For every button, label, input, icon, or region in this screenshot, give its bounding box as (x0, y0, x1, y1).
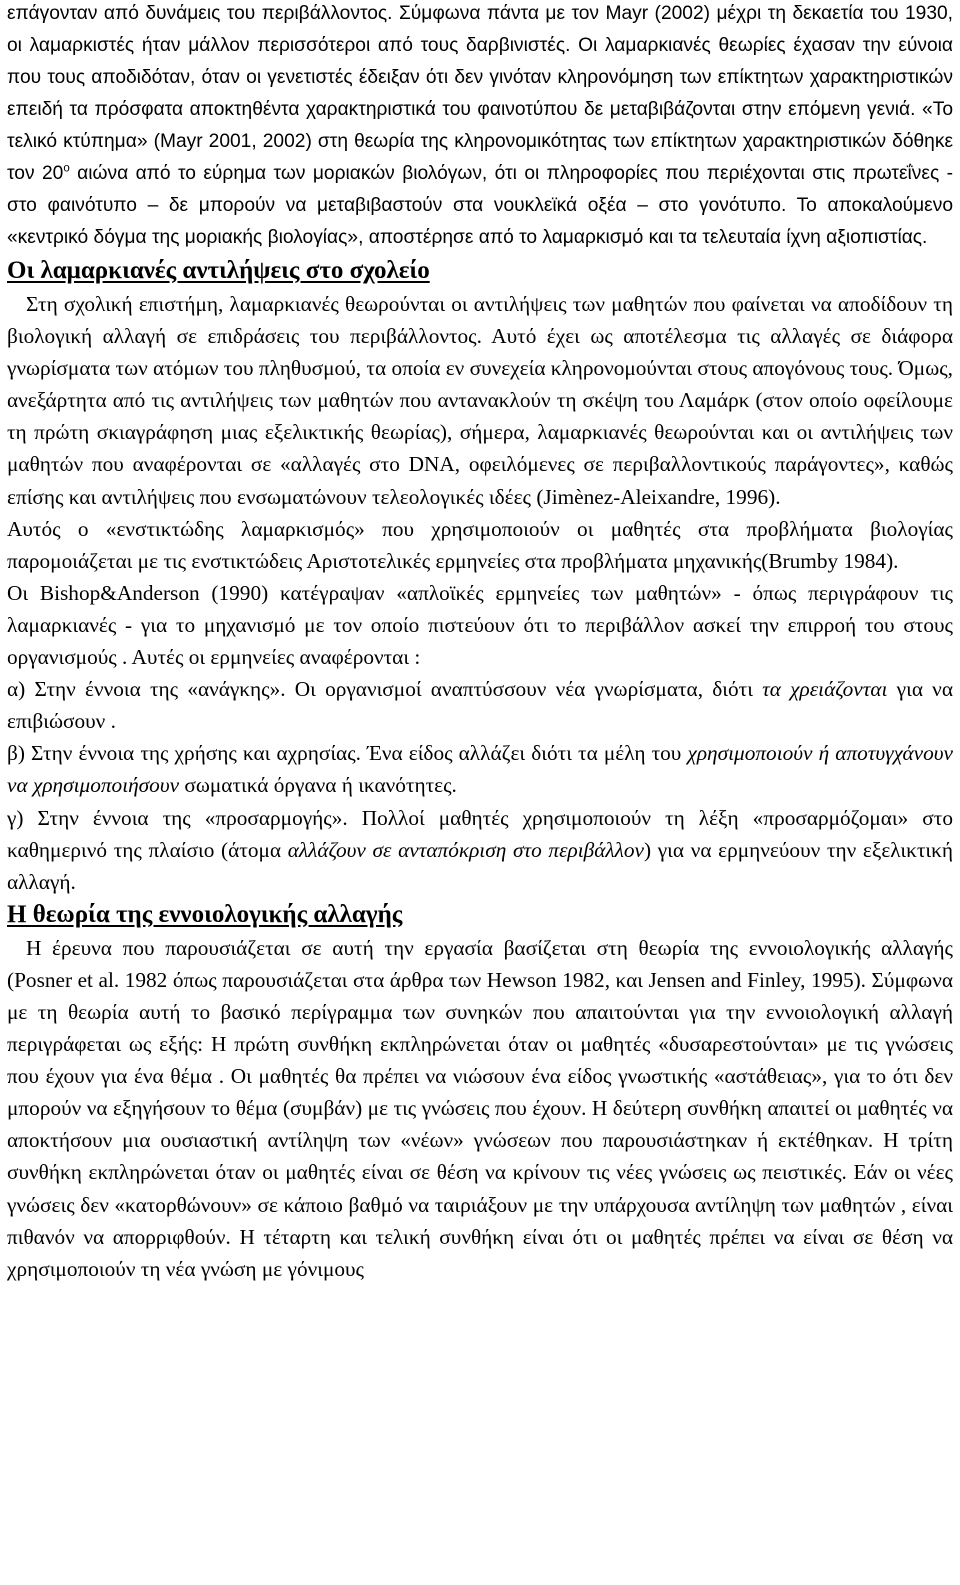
list-item-text: α) Στην έννοια της «ανάγκης». Οι οργανισμοί αναπτύσσουν νέα γνωρίσματα, διότι (7, 677, 763, 702)
list-item-adaptation (7, 802, 953, 898)
document-page (7, 0, 953, 1285)
list-item-text: ) για να ερμηνεύουν την εξελικτική αλλαγή. (7, 837, 953, 894)
list-item-text: γ) Στην έννοια της «προσαρμογής». Πολλοί μαθητές χρησιμοποιούν τη λέξη «προσαρμόζομαι» στο καθημερινό της πλαίσιο (άτομα (7, 805, 953, 862)
list-item-text: για να επιβιώσουν . (7, 677, 953, 734)
list-item-text: σωματικά όργανα ή ικανότητες. (179, 773, 457, 798)
ordinal-superscript: ο (63, 162, 70, 175)
section-heading-school: Οι λαμαρκιανές αντιλήψεις στο σχολείο (7, 257, 430, 284)
section-heading-conceptual-change: Η θεωρία της εννοιολογικής αλλαγής (7, 900, 403, 928)
emphasis-text: χρησιμοποιούν ή αποτυγχάνουν να χρησιμοποιήσουν (7, 741, 953, 798)
paragraph-lamarckism-decline (7, 0, 953, 254)
paragraph-bishop-anderson: Οι Bishop&Anderson (1990) κατέγραψαν «απλοϊκές ερμηνείες των μαθητών» - όπως περιγράφουν τις λαμαρκιανές - για το μηχανισμό με τον οποίο πιστεύουν ότι το περιβάλλον ασκεί την επιρροή του στους οργανισμούς . Αυτές οι ερμηνείες αναφέρονται : (7, 580, 953, 670)
paragraph-school-science: Στη σχολική επιστήμη, λαμαρκιανές θεωρούνται οι αντιλήψεις των μαθητών που φαίνεται να αποδίδουν τη βιολογική αλλαγή σε επιδράσεις του περιβάλλοντος. Αυτό έχει ως αποτέλεσμα τις αλλαγές σε διάφορα γνωρίσματα των ατόμων του πληθυσμού, τα οποία εν συνεχεία κληρονομούνται στους απογόνους τους. Όμως, ανεξάρτητα από τις αντιλήψεις των μαθητών που αντανακλούν τη σκέψη του Λαμάρκ (στον οποίο οφείλουμε τη πρώτη σκιαγράφηση μιας εξελικτικής θεωρίας), σήμερα, λαμαρκιανές θεωρούνται και οι αντιλήψεις των μαθητών που αναφέρονται σε «αλλαγές στο DNA, οφειλόμενες σε περιβαλλοντικούς παράγοντες», καθώς επίσης και αντιλήψεις που ενσωματώνουν τελεολογικές ιδέες (Jimènez-Aleixandre, 1996). (7, 292, 953, 509)
list-item-text: β) Στην έννοια της χρήσης και αχρησίας. Ένα είδος αλλάζει διότι τα μέλη του (7, 741, 688, 766)
emphasis-text: τα χρειάζονται (762, 677, 888, 702)
paragraph-text: επάγονταν από δυνάμεις του περιβάλλοντος. Σύμφωνα πάντα με τον Mayr (2002) μέχρι τη δεκαετία του 1930, οι λαμαρκιστές ήταν μάλλον περισσότεροι από τους δαρβινιστές. Οι λαμαρκιανές θεωρίες έχασαν την εύνοια που τους αποδιδόταν, όταν οι γενετιστές έδειξαν ότι δεν γινόταν κληρονόμηση των επίκτητων χαρακτηριστικών επειδή τα πρόσφατα αποκτηθέντα χαρακτηριστικά του φαινοτύπου δε μεταβιβάζονται στην επόμενη γενιά. «Το τελικό κτύπημα» (Mayr 2001, 2002) στη θεωρία της κληρονομικότητας των επίκτητων χαρακτηριστικών δόθηκε τον 20 (7, 3, 953, 184)
list-item-use-disuse (7, 737, 953, 801)
list-item-need (7, 673, 953, 737)
paragraph-instinctive-lamarckism: Αυτός ο «ενστικτώδης λαμαρκισμός» που χρησιμοποιούν οι μαθητές στα προβλήματα βιολογίας παρομοιάζεται με τις ενστικτώδεις Αριστοτελικές ερμηνείες στα προβλήματα μηχανικής(Brumby 1984). (7, 516, 953, 573)
paragraph-text: αιώνα από το εύρημα των μοριακών βιολόγων, ότι οι πληροφορίες που περιέχονται στις πρωτεΐνες - στο φαινότυπο – δε μπορούν να μεταβιβαστούν στα νουκλεϊκά οξέα – στο γονότυπο. Το αποκαλούμενο «κεντρικό δόγμα της μοριακής βιολογίας», αποστέρησε από το λαμαρκισμό και τα τελευταία ίχνη αξιοπιστίας. (7, 163, 954, 248)
paragraph-conceptual-change-theory: Η έρευνα που παρουσιάζεται σε αυτή την εργασία βασίζεται στη θεωρία της εννοιολογικής αλλαγής (Posner et al. 1982 όπως παρουσιάζεται στα άρθρα των Hewson 1982, και Jensen and Finley, 1995). Σύμφωνα με τη θεωρία αυτή το βασικό περίγραμμα των συνηκών που απαιτούνται για την εννοιολογική αλλαγή περιγράφεται ως εξής: Η πρώτη συνθήκη εκπληρώνεται όταν οι μαθητές «δυσαρεστούνται» με τις γνώσεις που έχουν για ένα θέμα . Οι μαθητές θα πρέπει να νιώσουν ένα είδος γνωστικής «αστάθειας», για το ότι δεν μπορούν να εξηγήσουν το θέμα (συμβάν) με τις γνώσεις που έχουν. Η δεύτερη συνθήκη απαιτεί οι μαθητές να αποκτήσουν μια ουσιαστική αντίληψη των «νέων» γνώσεων που παρουσιάστηκαν ή εκτέθηκαν. Η τρίτη συνθήκη εκπληρώνεται όταν οι μαθητές είναι σε θέση να κρίνουν τις νέες γνώσεις ως πειστικές. Εάν οι νέες γνώσεις δεν «κατορθώνουν» σε κάποιο βαθμό να ταιριάξουν με την υπάρχουσα αντίληψη των μαθητών , είναι πιθανόν να απορριφθούν. Η τέταρτη και τελική συνθήκη είναι ότι οι μαθητές πρέπει να είναι σε θέση να χρησιμοποιούν τη νέα γνώση με γόνιμους (7, 935, 953, 1281)
emphasis-text: αλλάζουν σε ανταπόκριση στο περιβάλλον (287, 837, 644, 862)
